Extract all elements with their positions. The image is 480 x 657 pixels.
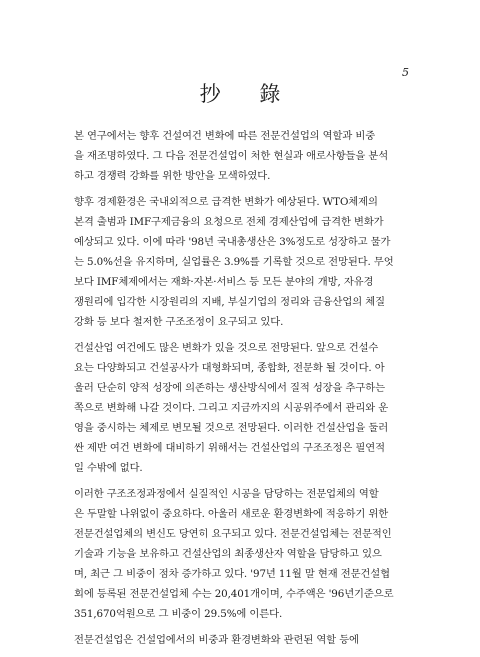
text-line: 전문건설업체의 변신도 당연히 요구되고 있다. 전문건설업체는 전문적인: [74, 528, 392, 540]
text-line: 강화 등 보다 철저한 구조조정이 요구되고 있다.: [74, 315, 284, 328]
text-line: 하고 경쟁력 강화를 위한 방안을 모색하였다.: [74, 169, 271, 182]
abstract-body: [62, 127, 418, 657]
text-line: 요는 다양화되고 건설공사가 대형화되며, 종합화, 전문화 될 것이다. 아: [74, 362, 385, 375]
text-line: 은 두말할 나위없이 중요하다. 아울러 새로운 환경변화에 적응하기 위한: [74, 508, 389, 521]
paragraph: [62, 339, 418, 479]
paragraph: [62, 631, 418, 651]
text-line: 며, 최근 그 비중이 점차 증가하고 있다. '97년 11월 말 현재 전문건설협: [74, 567, 390, 580]
text-line: 보다 IMF체제에서는 재화·자본·서비스 등 모든 분야의 개방, 자유경: [74, 275, 374, 288]
text-line: 영을 중시하는 체제로 변모될 것으로 전망된다. 이러한 건설산업을 둘러: [74, 421, 389, 434]
text-line: 싼 제반 여건 변화에 대비하기 위해서는 건설산업의 구조조정은 필연적: [74, 441, 385, 454]
paragraph: [62, 127, 418, 187]
text-line: 기술과 기능을 보유하고 건설산업의 최종생산자 역할을 담당하고 있으: [74, 547, 382, 560]
text-line: 전문건설업은 건설업에서의 비중과 환경변화와 관련된 역할 등에: [74, 634, 359, 647]
text-line: 예상되고 있다. 이에 따라 '98년 국내총생산은 3%정도로 성장하고 물가: [74, 236, 391, 249]
text-line: 일 수밖에 없다.: [74, 461, 143, 474]
paragraph: [62, 193, 418, 333]
text-line: 을 재조명하였다. 그 다음 전문건설업이 처한 현실과 애로사항들을 분석: [74, 149, 389, 162]
paragraph: [62, 485, 418, 625]
page-title: 抄 錄: [199, 82, 297, 106]
text-line: 쪽으로 변화해 나갈 것이다. 그리고 지금까지의 시공위주에서 관리와 운: [74, 401, 389, 414]
text-line: 향후 경제환경은 국내외적으로 급격한 변화가 예상된다. WTO체제의: [74, 196, 378, 209]
text-line: 회에 등록된 전문건설업체 수는 20,401개이며, 수주액은 '96년기준으로: [74, 587, 394, 600]
page-number: 5: [402, 66, 409, 79]
text-line: 건설산업 여건에도 많은 변화가 있을 것으로 전망된다. 앞으로 건설수: [74, 342, 379, 355]
text-line: 울러 단순히 양적 성장에 의존하는 생산방식에서 질적 성장을 추구하는: [74, 382, 385, 395]
text-line: 본격 출범과 IMF구제금융의 요청으로 전체 경제산업에 급격한 변화가: [74, 216, 384, 229]
text-line: 쟁원리에 입각한 시장원리의 지배, 부실기업의 정리와 금융산업의 체질: [74, 295, 385, 308]
text-line: 이러한 구조조정과정에서 실질적인 시공을 담당하는 전문업체의 역할: [74, 488, 379, 501]
text-line: 본 연구에서는 향후 건설여건 변화에 따른 전문건설업의 역할과 비중: [74, 130, 376, 142]
text-line: 는 5.0%선을 유지하며, 실업률은 3.9%를 기록할 것으로 전망된다. 무엇: [74, 256, 394, 269]
text-line: 351,670억원으로 그 비중이 29.5%에 이른다.: [74, 607, 283, 620]
